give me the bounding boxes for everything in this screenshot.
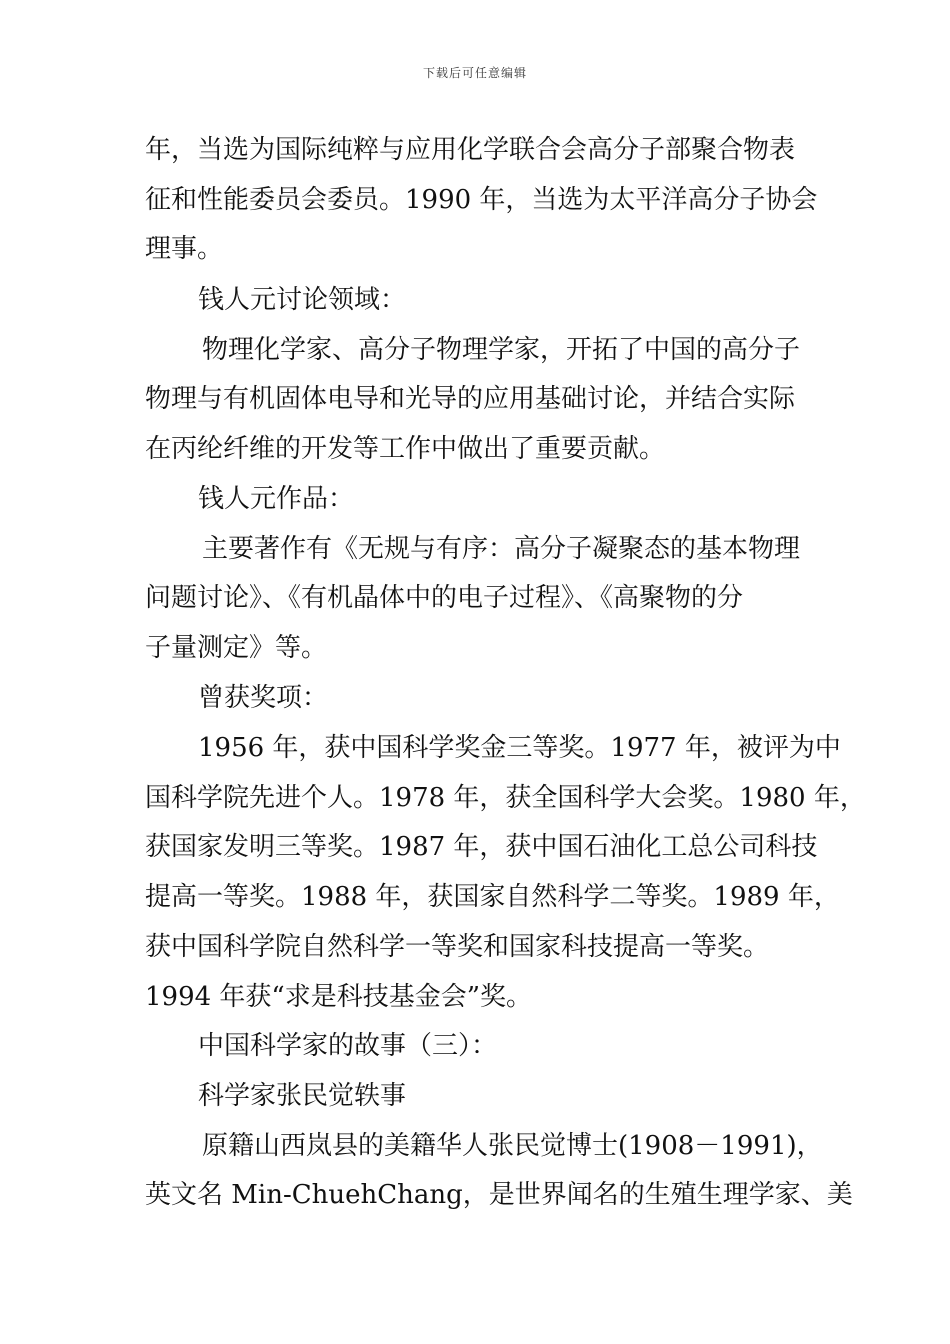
section-heading-awards: 曾获奖项： bbox=[198, 683, 329, 713]
paragraph-line: 国科学院先进个人。1978 年，获全国科学大会奖。1980 年， bbox=[145, 783, 866, 813]
page-header: 下载后可任意编辑 bbox=[422, 66, 527, 80]
paragraph-line: 1994 年获“求是科技基金会”奖。 bbox=[145, 982, 533, 1012]
paragraph-line: 获国家发明三等奖。1987 年，获中国石油化工总公司科技 bbox=[145, 832, 818, 862]
paragraph-line: 子量测定》等。 bbox=[145, 633, 328, 663]
paragraph-line: 主要著作有《无规与有序：高分子凝聚态的基本物理 bbox=[202, 534, 801, 564]
paragraph-line: 征和性能委员会委员。1990 年，当选为太平洋高分子协会 bbox=[145, 185, 818, 215]
paragraph-line: 原籍山西岚县的美籍华人张民觉博士(1908－1991)， bbox=[202, 1131, 823, 1161]
section-subheading: 科学家张民觉轶事 bbox=[198, 1081, 407, 1111]
section-heading-works: 钱人元作品： bbox=[198, 484, 355, 514]
paragraph-line: 提高一等奖。1988 年，获国家自然科学二等奖。1989 年， bbox=[145, 882, 840, 912]
paragraph-line: 在丙纶纤维的开发等工作中做出了重要贡献。 bbox=[145, 434, 666, 464]
paragraph-line: 物理与有机固体电导和光导的应用基础讨论，并结合实际 bbox=[145, 384, 796, 414]
paragraph-line: 获中国科学院自然科学一等奖和国家科技提高一等奖。 bbox=[145, 932, 770, 962]
paragraph-line: 问题讨论》、《有机晶体中的电子过程》、《高聚物的分 bbox=[145, 583, 744, 613]
section-heading-research-field: 钱人元讨论领域： bbox=[198, 285, 407, 315]
paragraph-line: 理事。 bbox=[145, 234, 224, 264]
paragraph-line: 物理化学家、高分子物理学家，开拓了中国的高分子 bbox=[202, 335, 801, 365]
section-heading-story: 中国科学家的故事（三）： bbox=[198, 1031, 498, 1061]
paragraph-line: 1956 年，获中国科学奖金三等奖。1977 年，被评为中 bbox=[198, 733, 841, 763]
paragraph-line: 英文名 Min-ChuehChang，是世界闻名的生殖生理学家、美 bbox=[145, 1180, 853, 1210]
paragraph-line: 年，当选为国际纯粹与应用化学联合会高分子部聚合物表 bbox=[145, 135, 796, 165]
